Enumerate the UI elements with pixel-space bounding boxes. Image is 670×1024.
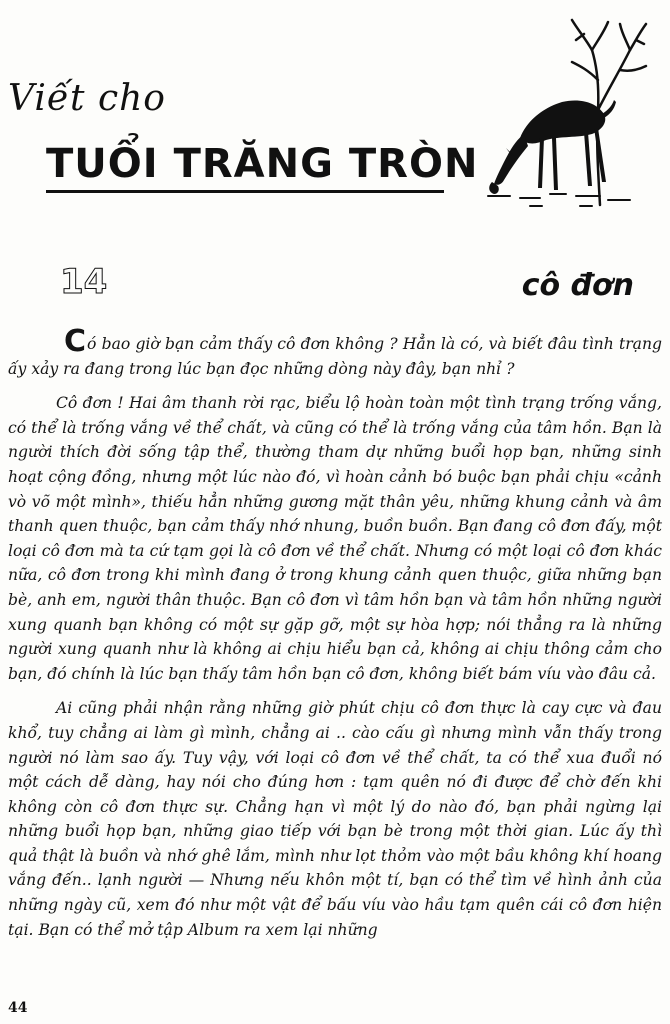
article-paragraph: Cô đơn ! Hai âm thanh rời rạc, biểu lộ hoàn toàn một tình trạng trống vắng, có thể là trống vắng về thể chất, và cũng có thể là trống vắng của tâm hồn. Bạn là người thích đời sống tập thể, thường tham dự những buổi họp bạn, những sinh hoạt cộng đồng, nhưng một lúc nào đó, vì hoàn cảnh bó buộc bạn phải chịu «cảnh vò võ một mình», thiếu hẳn những gương mặt thân yêu, những khung cảnh và âm thanh quen thuộc, bạn cảm thấy nhớ nhung, buồn buồn. Bạn đang cô đơn đấy, một loại cô đơn mà ta cứ tạm gọi là cô đơn về thể chất. Nhưng có một loại cô đơn khác nữa, cô đơn trong khi mình đang ở trong khung cảnh quen thuộc, giữa những bạn bè, anh em, người thân thuộc. Bạn cô đơn vì tâm hồn bạn và tâm hồn những người xung quanh bạn không có một sự gặp gỡ, một sự hòa hợp; nói thẳng ra là những người xung quanh như là không ai chịu hiểu bạn cả, không ai chịu thông cảm cho bạn, đó chính là lúc bạn thấy tâm hồn bạn cô đơn, không biết bám víu vào đâu cả. [8, 394, 662, 683]
article-paragraph: Ai cũng phải nhận rằng những giờ phút chịu cô đơn thực là cay cực và đau khổ, tuy chẳng ai làm gì mình, chẳng ai .. cào cấu gì nhưng mình vẫn thấy trong người nó làm sao ấy. Tuy vậy, với loại cô đơn về thể chất, ta có thể xua đuổi nó một cách dễ dàng, hay nói cho đúng hơn : tạm quên nó đi được để chờ đến khi không còn cô đơn thực sự. Chẳng hạn vì một lý do nào đó, bạn phải ngừng lại những buổi họp bạn, những giao tiếp với bạn bè trong một thời gian. Lúc ấy thì quả thật là buồn và nhớ ghê lắm, mình như lọt thỏm vào một bầu không khí hoang vắng đến.. lạnh người — Nhưng nếu khôn một tí, bạn có thể tìm về hình ảnh của những ngày cũ, xem đó như một vật để bấu víu vào hầu tạm quên cái cô đơn hiện tại. Bạn có thể mở tập Album ra xem lại những [8, 699, 662, 939]
deer-illustration [480, 10, 650, 210]
header-title: TUỔI TRĂNG TRÒN [46, 141, 479, 187]
chapter-title: cô đơn [521, 268, 634, 303]
article-body [8, 324, 662, 952]
header-underline [46, 190, 444, 193]
drop-cap: C [64, 324, 87, 359]
chapter-number: 14 [60, 262, 108, 302]
page-number: 44 [8, 1000, 28, 1016]
article-paragraph [8, 324, 662, 381]
paragraph-text: ó bao giờ bạn cảm thấy cô đơn không ? Hẳn là có, và biết đâu tình trạng ấy xảy ra đang trong lúc bạn đọc những dòng này đây, bạn nhỉ ? [8, 335, 662, 378]
header-script-text: Viết cho [8, 78, 166, 119]
